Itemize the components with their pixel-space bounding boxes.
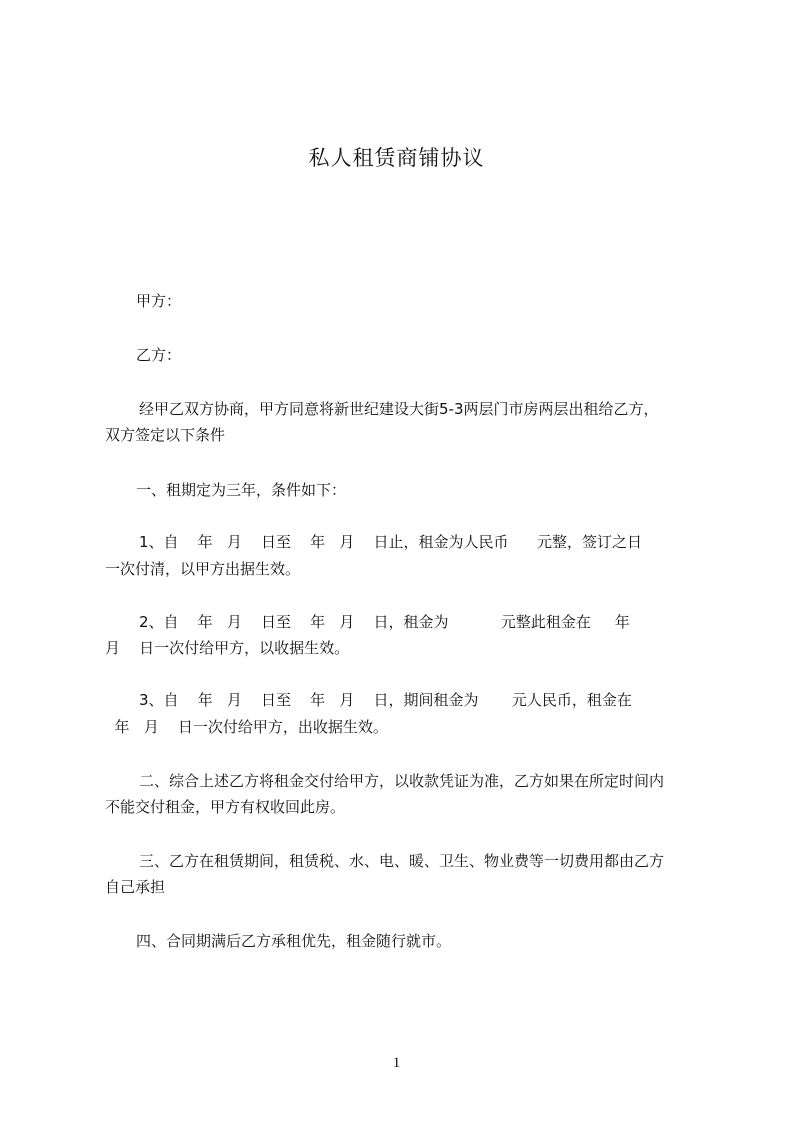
page-number: 1 — [392, 1055, 401, 1071]
party-b-label: 乙方： — [136, 346, 182, 364]
clause-1-heading: 一、租期定为三年，条件如下： — [136, 481, 347, 499]
clause-4: 四、合同期满后乙方承租优先，租金随行就市。 — [136, 932, 452, 950]
clause-1-item-3-line-1: 3、自 年 月 日至 年 月 日，期间租金为 元人民币，租金在 — [139, 691, 632, 709]
clause-1-item-2-line-2: 月 日一次付给甲方，以收据生效。 — [105, 639, 350, 657]
clause-2-line-1: 二、综合上述乙方将租金交付给甲方，以收款凭证为准，乙方如果在所定时间内 — [139, 772, 665, 790]
clause-1-item-2-line-1: 2、自 年 月 日至 年 月 日，租金为 元整此租金在 年 — [139, 613, 630, 631]
party-a-label: 甲方： — [136, 292, 182, 310]
intro-line-1: 经甲乙双方协商，甲方同意将新世纪建设大街5-3两层门市房两层出租给乙方， — [139, 400, 659, 418]
clause-1-item-1-line-1: 1、自 年 月 日至 年 月 日止，租金为人民币 元整，签订之日 — [139, 533, 643, 551]
intro-line-2: 双方签定以下条件 — [105, 426, 226, 444]
clause-2-line-2: 不能交付租金，甲方有权收回此房。 — [105, 798, 346, 816]
clause-1-item-3-line-2: 年 月 日一次付给甲方，出收据生效。 — [105, 718, 388, 736]
document-title: 私人租赁商铺协议 — [308, 146, 485, 170]
clause-1-item-1-line-2: 一次付清，以甲方出据生效。 — [105, 560, 301, 578]
clause-3-line-2: 自己承担 — [105, 878, 166, 896]
clause-3-line-1: 三、乙方在租赁期间，租赁税、水、电、暖、卫生、物业费等一切费用都由乙方 — [139, 852, 665, 870]
